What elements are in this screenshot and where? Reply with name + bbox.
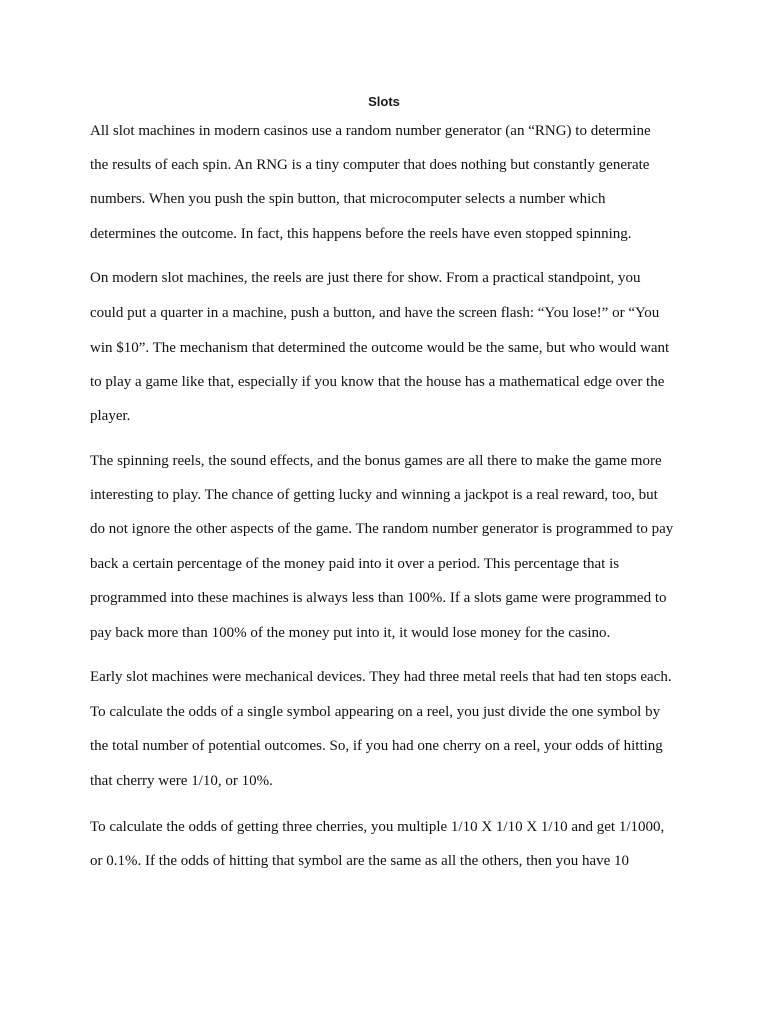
paragraph-line: the total number of potential outcomes. So, if you had one cherry on a reel, your odds of hitting bbox=[90, 738, 663, 754]
paragraph-line: The spinning reels, the sound effects, and the bonus games are all there to make the game more bbox=[90, 453, 662, 469]
paragraph-line: win $10”. The mechanism that determined the outcome would be the same, but who would want bbox=[90, 340, 670, 356]
paragraph-line: or 0.1%. If the odds of hitting that symbol are the same as all the others, then you have 10 bbox=[90, 853, 630, 869]
paragraph-line: All slot machines in modern casinos use a random number generator (an “RNG) to determine bbox=[90, 123, 651, 139]
paragraph-line: pay back more than 100% of the money put into it, it would lose money for the casino. bbox=[90, 625, 611, 641]
paragraph-line: interesting to play. The chance of getting lucky and winning a jackpot is a real reward, too, but bbox=[90, 487, 658, 503]
paragraph-line: back a certain percentage of the money paid into it over a period. This percentage that is bbox=[90, 556, 620, 572]
paragraph-line: Early slot machines were mechanical devices. They had three metal reels that had ten stops each. bbox=[90, 669, 672, 685]
paragraph-line: determines the outcome. In fact, this happens before the reels have even stopped spinning. bbox=[90, 226, 632, 242]
paragraph-line: player. bbox=[90, 408, 131, 424]
paragraph-line: do not ignore the other aspects of the game. The random number generator is programmed to pay bbox=[90, 521, 674, 537]
paragraph-line: could put a quarter in a machine, push a button, and have the screen flash: “You lose!” or “You bbox=[90, 305, 660, 321]
paragraph-line: On modern slot machines, the reels are just there for show. From a practical standpoint, you bbox=[90, 270, 641, 286]
paragraph-line: numbers. When you push the spin button, that microcomputer selects a number which bbox=[90, 191, 606, 207]
paragraph-line: To calculate the odds of a single symbol appearing on a reel, you just divide the one symbol by bbox=[90, 704, 661, 720]
paragraph-line: to play a game like that, especially if you know that the house has a mathematical edge over the bbox=[90, 374, 665, 390]
paragraph-line: To calculate the odds of getting three cherries, you multiple 1/10 X 1/10 X 1/10 and get 1/1000, bbox=[90, 819, 665, 835]
paragraph-line: that cherry were 1/10, or 10%. bbox=[90, 773, 273, 789]
paragraph-line: programmed into these machines is always less than 100%. If a slots game were programmed to bbox=[90, 590, 667, 606]
paragraph-line: the results of each spin. An RNG is a tiny computer that does nothing but constantly generate bbox=[90, 157, 650, 173]
document-title: Slots bbox=[368, 94, 400, 109]
